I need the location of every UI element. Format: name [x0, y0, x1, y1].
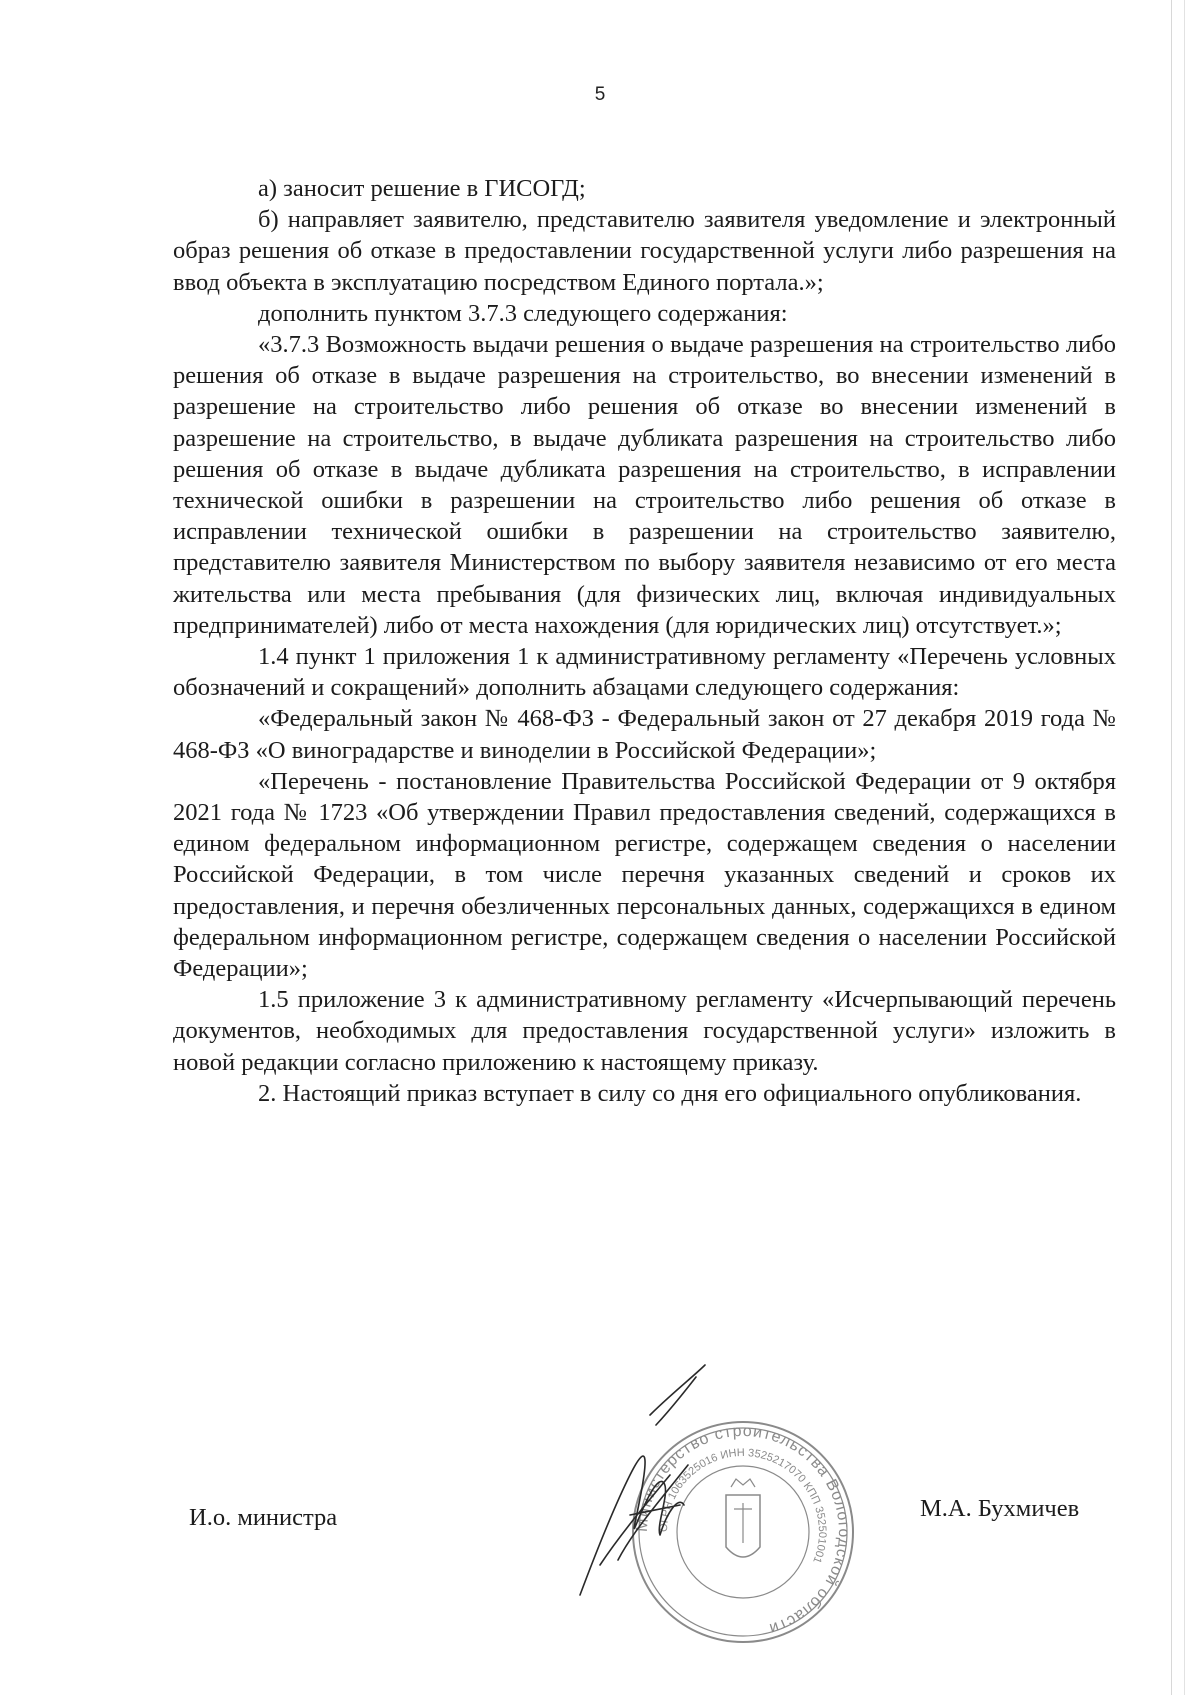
paragraph: а) заносит решение в ГИСОГД;	[258, 175, 586, 202]
paragraph: дополнить пунктом 3.7.3 следующего содержания:	[258, 299, 788, 327]
paragraph: 1.5 приложение 3 к административному регламенту «Исчерпывающий перечень документов, необходимых для предоставления государственной услуги» изложить в новой редакции согласно приложению к настоящему приказу.	[173, 986, 1116, 1076]
signatory-name: М.А. Бухмичев	[920, 1495, 1080, 1522]
svg-text:Министерство строительства Вол: Министерство строительства Вологодской области	[633, 1422, 853, 1638]
signature-block	[0, 1422, 1200, 1645]
page-number: 5	[594, 84, 606, 105]
signatory-position: И.о. министра	[189, 1504, 338, 1531]
paragraph: 2. Настоящий приказ вступает в силу со дня его официального опубликования.	[258, 1079, 1082, 1107]
svg-text:ОГРН 1063525016 ИНН 3525217070: ОГРН 1063525016 ИНН 3525217070 КПП 352501001	[657, 1446, 829, 1565]
paragraph: «Федеральный закон № 468-ФЗ - Федеральный закон от 27 декабря 2019 года № 468-ФЗ «О виноградарстве и виноделии в Российской Федерации»;	[173, 705, 1116, 764]
paragraph: «3.7.3 Возможность выдачи решения о выдаче разрешения на строительство либо решения об отказе в выдаче разрешения на строительство, во внесении изменений в разрешение на строительство либо решения об отказе во внесении изменений в разрешение на строительство, в выдаче дубликата разрешения на строительство либо решения об отказе в выдаче дубликата разрешения на строительство, в исправлении технической ошибки в разрешении на строительство либо решения об отказе в исправлении технической ошибки в разрешении на строительство заявителю, представителю заявителя Министерством по выбору заявителя независимо от его места жительства или места пребывания (для физических лиц, включая индивидуальных предпринимателей) либо от места нахождения (для юридических лиц) отсутствует.»;	[173, 331, 1116, 639]
document-body	[173, 173, 1116, 1109]
handwritten-signature	[560, 1355, 710, 1615]
paragraph: б) направляет заявителю, представителю заявителя уведомление и электронный образ решения об отказе в предоставлении государственной услуги либо разрешения на ввод объекта в эксплуатацию посредством Единого портала.»;	[173, 206, 1116, 296]
paragraph: «Перечень - постановление Правительства Российской Федерации от 9 октября 2021 года № 1723 «Об утверждении Правил предоставления сведений, содержащихся в едином федеральном информационном регистре, содержащем сведения о населении Российской Федерации, в том числе перечня указанных сведений и сроков их предоставления, и перечня обезличенных персональных данных, содержащихся в едином федеральном информационном регистре, содержащем сведения о населении Российской Федерации»;	[173, 767, 1116, 983]
paragraph: 1.4 пункт 1 приложения 1 к административному регламенту «Перечень условных обозначений и сокращений» дополнить абзацами следующего содержания:	[173, 643, 1116, 702]
scan-edge	[1171, 0, 1200, 1695]
